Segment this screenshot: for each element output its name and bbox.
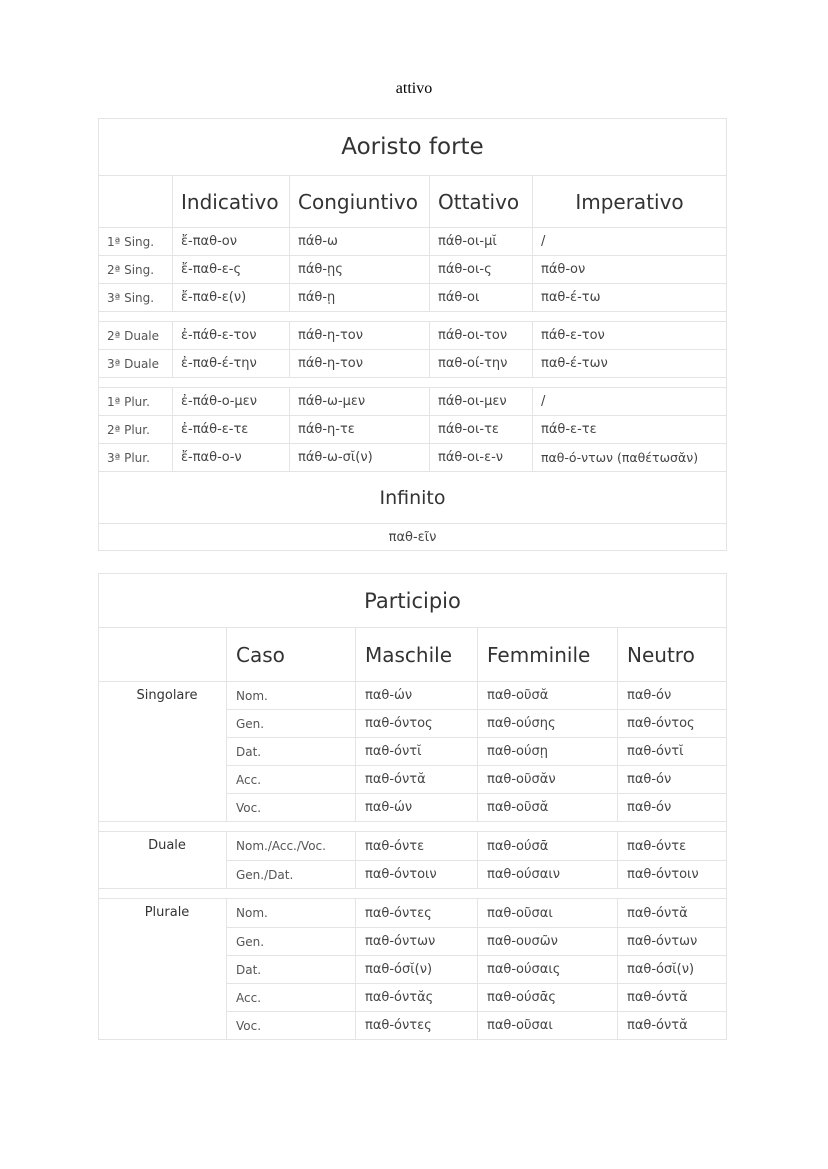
aorist-title: Aoristo forte [99, 119, 727, 176]
cell: παθ-όντῐ [618, 738, 727, 766]
cell: παθ-οί-την [430, 350, 533, 378]
cell: παθ-όντᾰ [618, 1012, 727, 1040]
case-label: Dat. [227, 738, 356, 766]
participle-table [98, 573, 727, 1040]
cell: πάθ-οι [430, 284, 533, 312]
table-row [99, 350, 727, 378]
cell: παθ-ούσαις [478, 956, 618, 984]
cell: παθ-ών [356, 682, 478, 710]
row-label: 1ª Sing. [99, 228, 173, 256]
row-spacer [99, 378, 727, 388]
cell: παθ-όντᾰς [356, 984, 478, 1012]
cell: παθ-ουσῶν [478, 928, 618, 956]
col-ottativo: Ottativo [430, 176, 533, 228]
cell: παθ-ούσᾱς [478, 984, 618, 1012]
cell: παθ-ούσᾱ [478, 832, 618, 861]
table-row [99, 256, 727, 284]
cell: παθ-όντος [618, 710, 727, 738]
cell: ἔ-παθ-ε(ν) [173, 284, 290, 312]
cell: πάθ-οι-μεν [430, 388, 533, 416]
cell: παθ-ούσῃ [478, 738, 618, 766]
table-row [99, 682, 727, 710]
cell: πάθ-ω-μεν [290, 388, 430, 416]
row-label: 1ª Plur. [99, 388, 173, 416]
case-label: Nom. [227, 899, 356, 928]
cell: παθ-ούσης [478, 710, 618, 738]
table-row [99, 228, 727, 256]
table-row [99, 388, 727, 416]
cell: παθ-όντων [356, 928, 478, 956]
cell: πάθ-ῃς [290, 256, 430, 284]
case-label: Gen./Dat. [227, 861, 356, 889]
header-empty-cell [99, 628, 227, 682]
row-label: 3ª Sing. [99, 284, 173, 312]
cell: παθ-όντων [618, 928, 727, 956]
cell: ἐ-πάθ-ε-τον [173, 322, 290, 350]
page-heading: attivo [395, 80, 433, 97]
cell: πάθ-οι-μῐ [430, 228, 533, 256]
case-label: Voc. [227, 1012, 356, 1040]
cell: πάθ-η-τον [290, 350, 430, 378]
cell: παθ-όντε [618, 832, 727, 861]
cell: παθ-όντος [356, 710, 478, 738]
cell: πάθ-ον [533, 256, 727, 284]
aorist-table [98, 118, 727, 551]
cell: ἐ-παθ-έ-την [173, 350, 290, 378]
cell: πάθ-η-τε [290, 416, 430, 444]
cell: ἐ-πάθ-ο-μεν [173, 388, 290, 416]
cell: παθ-όντε [356, 832, 478, 861]
row-spacer [99, 889, 727, 899]
cell: παθ-ών [356, 794, 478, 822]
infinitive-title: Infinito [99, 472, 727, 524]
row-label: 2ª Duale [99, 322, 173, 350]
case-label: Acc. [227, 766, 356, 794]
case-label: Voc. [227, 794, 356, 822]
cell: πάθ-ω-σῐ(ν) [290, 444, 430, 472]
case-label: Gen. [227, 928, 356, 956]
cell: παθ-ό-ντων (παθέτωσᾰν) [533, 444, 727, 472]
table-row [99, 832, 727, 861]
header-empty-cell [99, 176, 173, 228]
group-label-duale: Duale [99, 832, 227, 889]
cell: παθ-όντῐ [356, 738, 478, 766]
cell: παθ-όντοιν [356, 861, 478, 889]
case-label: Acc. [227, 984, 356, 1012]
cell: πάθ-ῃ [290, 284, 430, 312]
col-neutro: Neutro [618, 628, 727, 682]
cell: παθ-οῦσᾰ [478, 794, 618, 822]
col-maschile: Maschile [356, 628, 478, 682]
row-spacer [99, 822, 727, 832]
row-label: 2ª Sing. [99, 256, 173, 284]
row-label: 3ª Duale [99, 350, 173, 378]
col-caso: Caso [227, 628, 356, 682]
cell: παθ-όντες [356, 899, 478, 928]
cell: παθ-όν [618, 794, 727, 822]
cell: / [533, 228, 727, 256]
cell: / [533, 388, 727, 416]
row-spacer [99, 312, 727, 322]
cell: παθ-έ-των [533, 350, 727, 378]
col-congiuntivo: Congiuntivo [290, 176, 430, 228]
case-label: Dat. [227, 956, 356, 984]
cell: πάθ-οι-ε-ν [430, 444, 533, 472]
participle-title: Participio [99, 574, 727, 628]
table-row [99, 899, 727, 928]
col-imperativo: Imperativo [533, 176, 727, 228]
group-label-singolare: Singolare [99, 682, 227, 822]
cell: παθ-ούσαιν [478, 861, 618, 889]
col-femminile: Femminile [478, 628, 618, 682]
table-row [99, 444, 727, 472]
cell: παθ-όσῐ(ν) [618, 956, 727, 984]
cell: ἔ-παθ-ο-ν [173, 444, 290, 472]
cell: ἔ-παθ-ε-ς [173, 256, 290, 284]
case-label: Nom./Acc./Voc. [227, 832, 356, 861]
cell: παθ-όσῐ(ν) [356, 956, 478, 984]
case-label: Gen. [227, 710, 356, 738]
cell: παθ-όντᾰ [356, 766, 478, 794]
table-row [99, 416, 727, 444]
cell: πάθ-ε-τον [533, 322, 727, 350]
cell: παθ-όν [618, 682, 727, 710]
cell: παθ-όν [618, 766, 727, 794]
cell: παθ-έ-τω [533, 284, 727, 312]
cell: πάθ-ε-τε [533, 416, 727, 444]
cell: ἔ-παθ-ον [173, 228, 290, 256]
case-label: Nom. [227, 682, 356, 710]
cell: παθ-όντοιν [618, 861, 727, 889]
table-row [99, 322, 727, 350]
cell: παθ-οῦσᾰ [478, 682, 618, 710]
cell: παθ-οῦσαι [478, 899, 618, 928]
cell: παθ-οῦσαι [478, 1012, 618, 1040]
cell: πάθ-οι-ς [430, 256, 533, 284]
cell: πάθ-οι-τε [430, 416, 533, 444]
cell: ἐ-πάθ-ε-τε [173, 416, 290, 444]
cell: παθ-οῦσᾰν [478, 766, 618, 794]
table-row [99, 284, 727, 312]
cell: παθ-όντᾰ [618, 899, 727, 928]
col-indicativo: Indicativo [173, 176, 290, 228]
cell: παθ-όντες [356, 1012, 478, 1040]
infinitive-value: παθ-εῖν [99, 524, 727, 551]
group-label-plurale: Plurale [99, 899, 227, 1040]
cell: πάθ-η-τον [290, 322, 430, 350]
row-label: 3ª Plur. [99, 444, 173, 472]
cell: παθ-όντᾰ [618, 984, 727, 1012]
row-label: 2ª Plur. [99, 416, 173, 444]
cell: πάθ-ω [290, 228, 430, 256]
cell: πάθ-οι-τον [430, 322, 533, 350]
